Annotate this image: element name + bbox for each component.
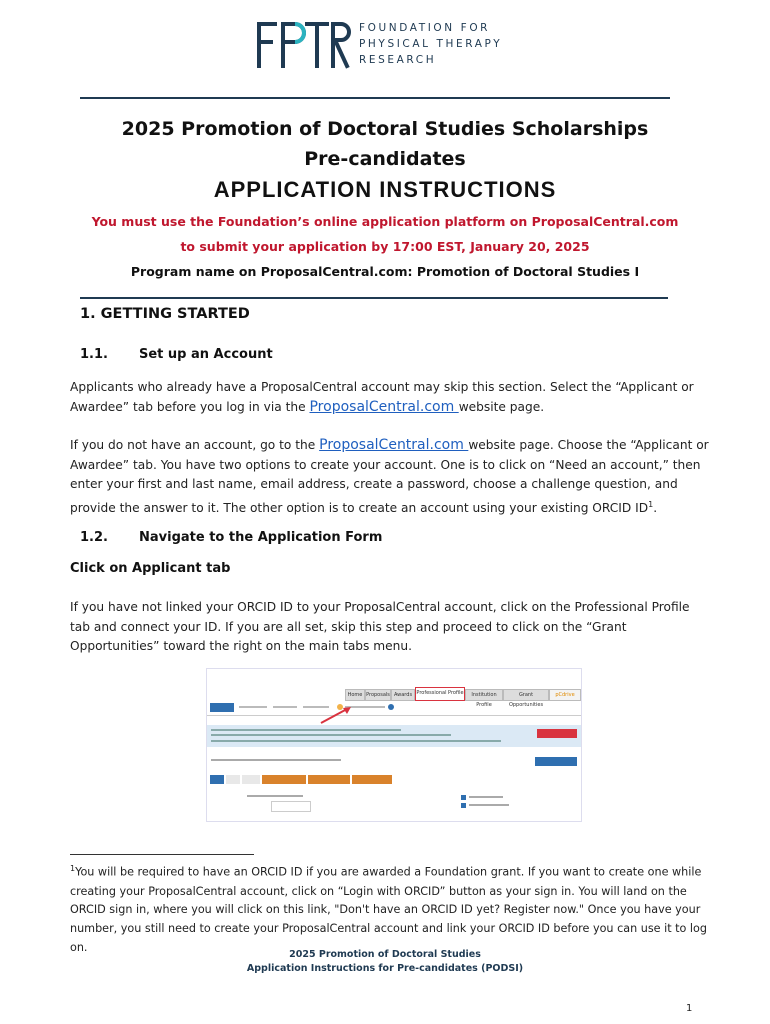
logo-line-2: PHYSICAL THERAPY [359, 38, 503, 50]
proposalcentral-link-2[interactable]: ProposalCentral.com [319, 437, 469, 453]
screenshot-placeholder [469, 804, 509, 806]
notice-line-2: to submit your application by 17:00 EST, January 20, 2025 [180, 239, 590, 254]
screenshot-placeholder [247, 795, 303, 797]
footer-line-1: 2025 Promotion of Doctoral Studies [289, 949, 481, 960]
screenshot-subnav [207, 701, 581, 716]
notice-line-1: You must use the Foundation’s online application platform on ProposalCentral.com [91, 214, 679, 229]
proposalcentral-screenshot [206, 668, 582, 822]
fptr-logo-mark [255, 20, 351, 70]
screenshot-input [271, 801, 311, 812]
paragraph-text: website page. [458, 399, 545, 414]
screenshot-placeholder [239, 706, 267, 708]
screenshot-tab-pcdrive: pCdrive [549, 689, 581, 701]
screenshot-tab-grant-opportunities: Grant Opportunities [503, 689, 549, 701]
screenshot-tab-professional-profile: Professional Profile [415, 687, 465, 701]
screenshot-subtab-active [210, 703, 234, 712]
footnote-number: 1 [70, 864, 76, 873]
program-name: Program name on ProposalCentral.com: Promotion of Doctoral Studies I [130, 264, 640, 279]
screenshot-button [210, 775, 224, 784]
screenshot-placeholder [273, 706, 297, 708]
screenshot-tab-institution-profile: Institution Profile [465, 689, 503, 701]
subsection-number-1-1: 1.1. [80, 347, 108, 362]
help-icon [388, 704, 394, 710]
mid-divider [80, 297, 668, 299]
subsection-number-1-2: 1.2. [80, 530, 108, 545]
paragraph-existing-account [70, 378, 710, 417]
paragraph-new-account [70, 436, 710, 518]
paragraph-text: website page. Choose the “Applicant or Awardee” tab. You have two options to create your account. One is to click on “Need an account,” then enter your first and last name, email address, create a password, choose a challenge question, and provide the answer to it. The other option is to create an account using your existing ORCID ID [70, 438, 709, 515]
click-applicant-tab-heading: Click on Applicant tab [70, 561, 231, 576]
screenshot-red-button [537, 729, 577, 738]
footnote-orcid [70, 860, 710, 958]
screenshot-tab-awards: Awards [391, 689, 415, 701]
screenshot-tab-home: Home [345, 689, 365, 701]
screenshot-button [242, 775, 260, 784]
paragraph-orcid-link: If you have not linked your ORCID ID to your ProposalCentral account, click on the Professional Profile tab and connect your ID. If you are all set, skip this step and proceed to click on the “Grant Opportunities” toward the right on the main tabs menu. [70, 600, 690, 653]
footnote-divider [70, 854, 254, 855]
title-line-2: Pre-candidates [304, 148, 466, 170]
footer-line-2: Application Instructions for Pre-candidates (PODSI) [246, 963, 524, 974]
logo-line-1: FOUNDATION FOR [359, 22, 491, 34]
footnote-ref-1[interactable]: 1 [648, 499, 654, 509]
screenshot-info-banner [207, 725, 581, 747]
footnote-text: You will be required to have an ORCID ID if you are awarded a Foundation grant. If you want to create one while creating your ProposalCentral account, click on “Login with ORCID” button as your sign in. You will land on the ORCID sign in, where you will click on this link, "Don't have an ORCID ID yet? Register now." Once you have your number, you still need to create your ProposalCentral account and link your ORCID ID before you can use it to log on. [70, 865, 707, 954]
logo-text [359, 20, 502, 68]
application-instructions-heading: APPLICATION INSTRUCTIONS [213, 177, 557, 202]
paragraph-text: If you do not have an account, go to the [70, 438, 320, 452]
screenshot-placeholder [211, 734, 451, 736]
title-line-1: 2025 Promotion of Doctoral Studies Scholarships [121, 118, 649, 140]
paragraph-text: Applicants who already have a ProposalCentral account may skip this section. Select the “Applicant or Awardee” tab before you log in via the [70, 380, 694, 414]
screenshot-checkbox [461, 795, 466, 800]
screenshot-placeholder [211, 729, 401, 731]
screenshot-tab-proposals: Proposals [365, 689, 391, 701]
subsection-title-navigate: Navigate to the Application Form [139, 530, 383, 545]
screenshot-button [226, 775, 240, 784]
red-arrow-icon [319, 705, 353, 725]
screenshot-orange-button [262, 775, 306, 784]
screenshot-orange-button [352, 775, 392, 784]
page-number: 1 [686, 1003, 693, 1014]
screenshot-orange-button [308, 775, 350, 784]
subsection-title-set-up-account: Set up an Account [139, 347, 273, 362]
screenshot-blue-button [535, 757, 577, 766]
logo-line-3: RESEARCH [359, 54, 437, 66]
screenshot-placeholder [469, 796, 503, 798]
paragraph-text: . [653, 500, 658, 515]
top-divider [80, 97, 670, 99]
section-heading-getting-started: 1. GETTING STARTED [80, 306, 250, 322]
fptr-logo [255, 18, 515, 74]
screenshot-placeholder [211, 740, 501, 742]
screenshot-checkbox [461, 803, 466, 808]
proposalcentral-link-1[interactable]: ProposalCentral.com [309, 398, 459, 415]
screenshot-placeholder [211, 759, 341, 761]
